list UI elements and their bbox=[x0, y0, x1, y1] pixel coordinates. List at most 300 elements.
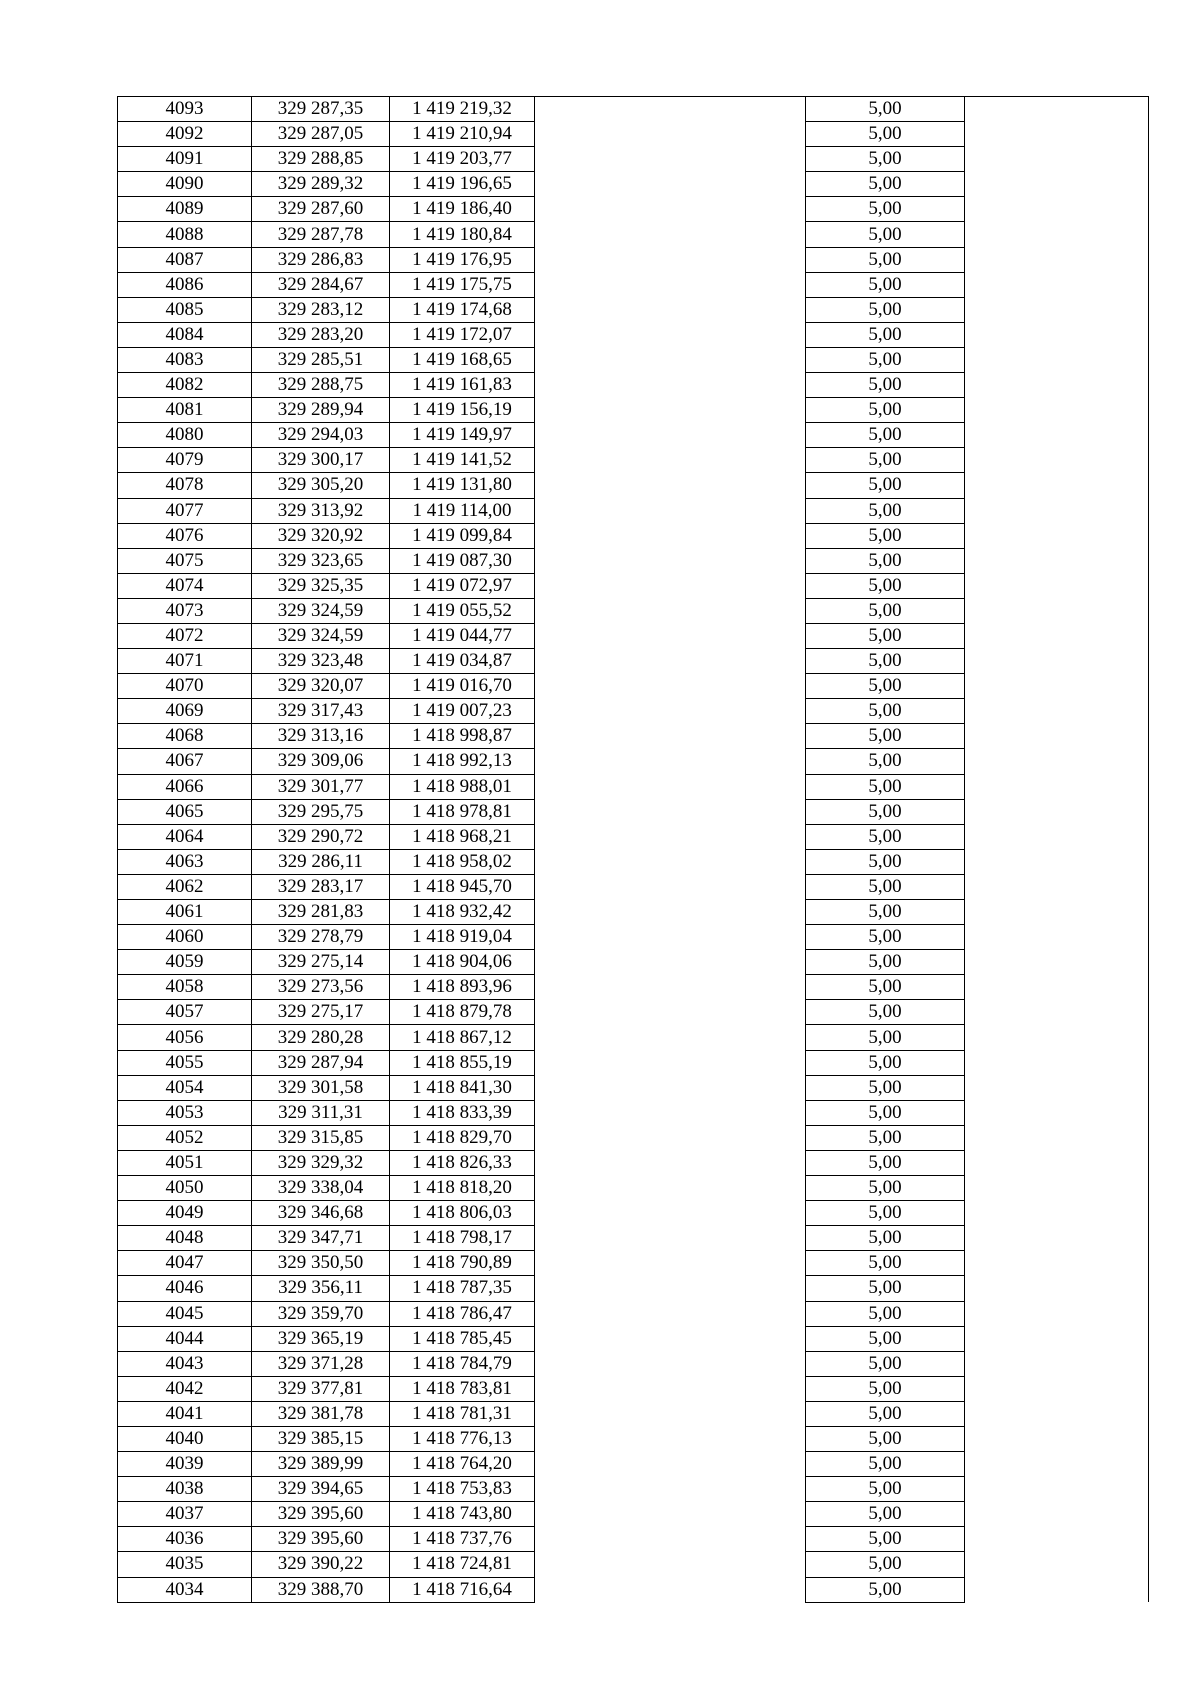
y-coordinate-cell: 1 419 156,19 bbox=[390, 398, 535, 423]
table-row bbox=[118, 297, 1149, 322]
value-cell: 5,00 bbox=[806, 347, 965, 372]
y-coordinate-cell: 1 419 114,00 bbox=[390, 498, 535, 523]
empty-cell bbox=[535, 724, 806, 749]
y-coordinate-cell: 1 418 787,35 bbox=[390, 1276, 535, 1301]
empty-cell bbox=[965, 975, 1149, 1000]
y-coordinate-cell: 1 419 203,77 bbox=[390, 147, 535, 172]
value-cell: 5,00 bbox=[806, 548, 965, 573]
value-cell: 5,00 bbox=[806, 1176, 965, 1201]
empty-cell bbox=[535, 1176, 806, 1201]
point-number-cell: 4072 bbox=[118, 623, 252, 648]
y-coordinate-cell: 1 418 790,89 bbox=[390, 1251, 535, 1276]
empty-cell bbox=[535, 1150, 806, 1175]
x-coordinate-cell: 329 356,11 bbox=[252, 1276, 390, 1301]
point-number-cell: 4082 bbox=[118, 373, 252, 398]
y-coordinate-cell: 1 418 988,01 bbox=[390, 774, 535, 799]
y-coordinate-cell: 1 418 893,96 bbox=[390, 975, 535, 1000]
empty-cell bbox=[535, 1201, 806, 1226]
value-cell: 5,00 bbox=[806, 623, 965, 648]
table-row bbox=[118, 649, 1149, 674]
empty-cell bbox=[965, 1502, 1149, 1527]
value-cell: 5,00 bbox=[806, 272, 965, 297]
table-row bbox=[118, 448, 1149, 473]
point-number-cell: 4041 bbox=[118, 1401, 252, 1426]
table-row bbox=[118, 423, 1149, 448]
value-cell: 5,00 bbox=[806, 1452, 965, 1477]
y-coordinate-cell: 1 419 034,87 bbox=[390, 649, 535, 674]
point-number-cell: 4042 bbox=[118, 1376, 252, 1401]
empty-cell bbox=[535, 222, 806, 247]
point-number-cell: 4057 bbox=[118, 1000, 252, 1025]
empty-cell bbox=[535, 473, 806, 498]
empty-cell bbox=[965, 322, 1149, 347]
table-row bbox=[118, 1502, 1149, 1527]
point-number-cell: 4049 bbox=[118, 1201, 252, 1226]
table-row bbox=[118, 1125, 1149, 1150]
empty-cell bbox=[535, 598, 806, 623]
x-coordinate-cell: 329 338,04 bbox=[252, 1176, 390, 1201]
table-row bbox=[118, 874, 1149, 899]
table-row bbox=[118, 1000, 1149, 1025]
value-cell: 5,00 bbox=[806, 97, 965, 122]
table-row bbox=[118, 950, 1149, 975]
point-number-cell: 4071 bbox=[118, 649, 252, 674]
y-coordinate-cell: 1 419 180,84 bbox=[390, 222, 535, 247]
x-coordinate-cell: 329 295,75 bbox=[252, 799, 390, 824]
point-number-cell: 4050 bbox=[118, 1176, 252, 1201]
table-row bbox=[118, 1527, 1149, 1552]
x-coordinate-cell: 329 300,17 bbox=[252, 448, 390, 473]
x-coordinate-cell: 329 365,19 bbox=[252, 1326, 390, 1351]
empty-cell bbox=[535, 874, 806, 899]
y-coordinate-cell: 1 419 007,23 bbox=[390, 699, 535, 724]
empty-cell bbox=[965, 1025, 1149, 1050]
empty-cell bbox=[965, 724, 1149, 749]
table-row bbox=[118, 1276, 1149, 1301]
empty-cell bbox=[965, 749, 1149, 774]
value-cell: 5,00 bbox=[806, 1226, 965, 1251]
empty-cell bbox=[965, 1351, 1149, 1376]
table-row bbox=[118, 1226, 1149, 1251]
empty-cell bbox=[535, 322, 806, 347]
point-number-cell: 4089 bbox=[118, 197, 252, 222]
empty-cell bbox=[535, 1226, 806, 1251]
y-coordinate-cell: 1 419 175,75 bbox=[390, 272, 535, 297]
value-cell: 5,00 bbox=[806, 724, 965, 749]
coordinates-table bbox=[117, 96, 1149, 1603]
value-cell: 5,00 bbox=[806, 1326, 965, 1351]
value-cell: 5,00 bbox=[806, 247, 965, 272]
empty-cell bbox=[535, 1251, 806, 1276]
y-coordinate-cell: 1 418 932,42 bbox=[390, 900, 535, 925]
point-number-cell: 4061 bbox=[118, 900, 252, 925]
table-row bbox=[118, 523, 1149, 548]
empty-cell bbox=[965, 1100, 1149, 1125]
empty-cell bbox=[535, 247, 806, 272]
table-row bbox=[118, 925, 1149, 950]
table-row bbox=[118, 799, 1149, 824]
point-number-cell: 4048 bbox=[118, 1226, 252, 1251]
x-coordinate-cell: 329 359,70 bbox=[252, 1301, 390, 1326]
point-number-cell: 4051 bbox=[118, 1150, 252, 1175]
empty-cell bbox=[535, 1426, 806, 1451]
x-coordinate-cell: 329 381,78 bbox=[252, 1401, 390, 1426]
table-row bbox=[118, 724, 1149, 749]
x-coordinate-cell: 329 281,83 bbox=[252, 900, 390, 925]
value-cell: 5,00 bbox=[806, 122, 965, 147]
y-coordinate-cell: 1 418 764,20 bbox=[390, 1452, 535, 1477]
table-row bbox=[118, 1176, 1149, 1201]
empty-cell bbox=[965, 649, 1149, 674]
table-row bbox=[118, 347, 1149, 372]
point-number-cell: 4066 bbox=[118, 774, 252, 799]
x-coordinate-cell: 329 283,12 bbox=[252, 297, 390, 322]
point-number-cell: 4093 bbox=[118, 97, 252, 122]
value-cell: 5,00 bbox=[806, 322, 965, 347]
x-coordinate-cell: 329 305,20 bbox=[252, 473, 390, 498]
point-number-cell: 4047 bbox=[118, 1251, 252, 1276]
x-coordinate-cell: 329 294,03 bbox=[252, 423, 390, 448]
empty-cell bbox=[965, 874, 1149, 899]
empty-cell bbox=[965, 272, 1149, 297]
empty-cell bbox=[965, 573, 1149, 598]
y-coordinate-cell: 1 418 968,21 bbox=[390, 824, 535, 849]
value-cell: 5,00 bbox=[806, 1125, 965, 1150]
empty-cell bbox=[965, 598, 1149, 623]
y-coordinate-cell: 1 419 016,70 bbox=[390, 674, 535, 699]
y-coordinate-cell: 1 419 172,07 bbox=[390, 322, 535, 347]
x-coordinate-cell: 329 287,94 bbox=[252, 1050, 390, 1075]
point-number-cell: 4088 bbox=[118, 222, 252, 247]
point-number-cell: 4058 bbox=[118, 975, 252, 1000]
empty-cell bbox=[965, 950, 1149, 975]
y-coordinate-cell: 1 419 210,94 bbox=[390, 122, 535, 147]
y-coordinate-cell: 1 419 168,65 bbox=[390, 347, 535, 372]
table-row bbox=[118, 849, 1149, 874]
empty-cell bbox=[535, 649, 806, 674]
x-coordinate-cell: 329 287,05 bbox=[252, 122, 390, 147]
empty-cell bbox=[535, 824, 806, 849]
value-cell: 5,00 bbox=[806, 172, 965, 197]
empty-cell bbox=[965, 1376, 1149, 1401]
empty-cell bbox=[535, 1376, 806, 1401]
empty-cell bbox=[535, 398, 806, 423]
empty-cell bbox=[535, 498, 806, 523]
point-number-cell: 4053 bbox=[118, 1100, 252, 1125]
empty-cell bbox=[535, 699, 806, 724]
empty-cell bbox=[535, 799, 806, 824]
point-number-cell: 4059 bbox=[118, 950, 252, 975]
value-cell: 5,00 bbox=[806, 1502, 965, 1527]
table-row bbox=[118, 1050, 1149, 1075]
y-coordinate-cell: 1 418 855,19 bbox=[390, 1050, 535, 1075]
x-coordinate-cell: 329 323,48 bbox=[252, 649, 390, 674]
point-number-cell: 4035 bbox=[118, 1552, 252, 1577]
y-coordinate-cell: 1 418 826,33 bbox=[390, 1150, 535, 1175]
value-cell: 5,00 bbox=[806, 1025, 965, 1050]
table-row bbox=[118, 900, 1149, 925]
empty-cell bbox=[965, 1251, 1149, 1276]
empty-cell bbox=[965, 473, 1149, 498]
x-coordinate-cell: 329 395,60 bbox=[252, 1527, 390, 1552]
value-cell: 5,00 bbox=[806, 1000, 965, 1025]
y-coordinate-cell: 1 418 716,64 bbox=[390, 1577, 535, 1602]
point-number-cell: 4040 bbox=[118, 1426, 252, 1451]
x-coordinate-cell: 329 290,72 bbox=[252, 824, 390, 849]
value-cell: 5,00 bbox=[806, 975, 965, 1000]
point-number-cell: 4055 bbox=[118, 1050, 252, 1075]
y-coordinate-cell: 1 419 055,52 bbox=[390, 598, 535, 623]
empty-cell bbox=[535, 1477, 806, 1502]
point-number-cell: 4078 bbox=[118, 473, 252, 498]
value-cell: 5,00 bbox=[806, 874, 965, 899]
value-cell: 5,00 bbox=[806, 749, 965, 774]
point-number-cell: 4062 bbox=[118, 874, 252, 899]
table-row bbox=[118, 1351, 1149, 1376]
empty-cell bbox=[965, 423, 1149, 448]
y-coordinate-cell: 1 418 798,17 bbox=[390, 1226, 535, 1251]
y-coordinate-cell: 1 418 879,78 bbox=[390, 1000, 535, 1025]
empty-cell bbox=[535, 1326, 806, 1351]
table-row bbox=[118, 1577, 1149, 1602]
x-coordinate-cell: 329 280,28 bbox=[252, 1025, 390, 1050]
value-cell: 5,00 bbox=[806, 699, 965, 724]
table-row bbox=[118, 1251, 1149, 1276]
y-coordinate-cell: 1 418 998,87 bbox=[390, 724, 535, 749]
y-coordinate-cell: 1 418 829,70 bbox=[390, 1125, 535, 1150]
empty-cell bbox=[965, 900, 1149, 925]
y-coordinate-cell: 1 418 743,80 bbox=[390, 1502, 535, 1527]
point-number-cell: 4079 bbox=[118, 448, 252, 473]
table-row bbox=[118, 322, 1149, 347]
empty-cell bbox=[535, 573, 806, 598]
value-cell: 5,00 bbox=[806, 1401, 965, 1426]
point-number-cell: 4064 bbox=[118, 824, 252, 849]
x-coordinate-cell: 329 275,17 bbox=[252, 1000, 390, 1025]
table-row bbox=[118, 774, 1149, 799]
empty-cell bbox=[535, 1301, 806, 1326]
empty-cell bbox=[965, 824, 1149, 849]
y-coordinate-cell: 1 418 958,02 bbox=[390, 849, 535, 874]
table-row bbox=[118, 1025, 1149, 1050]
x-coordinate-cell: 329 301,77 bbox=[252, 774, 390, 799]
value-cell: 5,00 bbox=[806, 197, 965, 222]
empty-cell bbox=[535, 1000, 806, 1025]
table-row bbox=[118, 1426, 1149, 1451]
x-coordinate-cell: 329 325,35 bbox=[252, 573, 390, 598]
empty-cell bbox=[965, 1401, 1149, 1426]
x-coordinate-cell: 329 287,78 bbox=[252, 222, 390, 247]
empty-cell bbox=[535, 147, 806, 172]
point-number-cell: 4046 bbox=[118, 1276, 252, 1301]
y-coordinate-cell: 1 419 186,40 bbox=[390, 197, 535, 222]
point-number-cell: 4084 bbox=[118, 322, 252, 347]
y-coordinate-cell: 1 418 776,13 bbox=[390, 1426, 535, 1451]
empty-cell bbox=[965, 1000, 1149, 1025]
x-coordinate-cell: 329 371,28 bbox=[252, 1351, 390, 1376]
value-cell: 5,00 bbox=[806, 473, 965, 498]
table-row bbox=[118, 749, 1149, 774]
point-number-cell: 4091 bbox=[118, 147, 252, 172]
value-cell: 5,00 bbox=[806, 649, 965, 674]
table-row bbox=[118, 1326, 1149, 1351]
empty-cell bbox=[535, 1577, 806, 1602]
empty-cell bbox=[965, 1577, 1149, 1602]
x-coordinate-cell: 329 275,14 bbox=[252, 950, 390, 975]
empty-cell bbox=[535, 900, 806, 925]
y-coordinate-cell: 1 419 174,68 bbox=[390, 297, 535, 322]
y-coordinate-cell: 1 418 724,81 bbox=[390, 1552, 535, 1577]
empty-cell bbox=[965, 548, 1149, 573]
value-cell: 5,00 bbox=[806, 147, 965, 172]
empty-cell bbox=[965, 172, 1149, 197]
point-number-cell: 4065 bbox=[118, 799, 252, 824]
point-number-cell: 4076 bbox=[118, 523, 252, 548]
empty-cell bbox=[535, 347, 806, 372]
y-coordinate-cell: 1 419 149,97 bbox=[390, 423, 535, 448]
x-coordinate-cell: 329 320,07 bbox=[252, 674, 390, 699]
empty-cell bbox=[535, 749, 806, 774]
table-row bbox=[118, 674, 1149, 699]
empty-cell bbox=[965, 1452, 1149, 1477]
value-cell: 5,00 bbox=[806, 900, 965, 925]
empty-cell bbox=[535, 1075, 806, 1100]
table-row bbox=[118, 272, 1149, 297]
point-number-cell: 4067 bbox=[118, 749, 252, 774]
x-coordinate-cell: 329 390,22 bbox=[252, 1552, 390, 1577]
y-coordinate-cell: 1 419 141,52 bbox=[390, 448, 535, 473]
value-cell: 5,00 bbox=[806, 849, 965, 874]
value-cell: 5,00 bbox=[806, 1301, 965, 1326]
point-number-cell: 4045 bbox=[118, 1301, 252, 1326]
value-cell: 5,00 bbox=[806, 1376, 965, 1401]
point-number-cell: 4092 bbox=[118, 122, 252, 147]
empty-cell bbox=[535, 172, 806, 197]
table-row bbox=[118, 247, 1149, 272]
point-number-cell: 4073 bbox=[118, 598, 252, 623]
x-coordinate-cell: 329 389,99 bbox=[252, 1452, 390, 1477]
x-coordinate-cell: 329 315,85 bbox=[252, 1125, 390, 1150]
y-coordinate-cell: 1 418 783,81 bbox=[390, 1376, 535, 1401]
x-coordinate-cell: 329 313,92 bbox=[252, 498, 390, 523]
table-row bbox=[118, 573, 1149, 598]
x-coordinate-cell: 329 309,06 bbox=[252, 749, 390, 774]
table-row bbox=[118, 598, 1149, 623]
value-cell: 5,00 bbox=[806, 1577, 965, 1602]
empty-cell bbox=[535, 423, 806, 448]
empty-cell bbox=[535, 1276, 806, 1301]
empty-cell bbox=[965, 1201, 1149, 1226]
x-coordinate-cell: 329 377,81 bbox=[252, 1376, 390, 1401]
empty-cell bbox=[535, 1050, 806, 1075]
empty-cell bbox=[965, 925, 1149, 950]
point-number-cell: 4044 bbox=[118, 1326, 252, 1351]
y-coordinate-cell: 1 418 867,12 bbox=[390, 1025, 535, 1050]
empty-cell bbox=[965, 623, 1149, 648]
table-row bbox=[118, 1452, 1149, 1477]
y-coordinate-cell: 1 418 919,04 bbox=[390, 925, 535, 950]
point-number-cell: 4054 bbox=[118, 1075, 252, 1100]
value-cell: 5,00 bbox=[806, 448, 965, 473]
y-coordinate-cell: 1 418 753,83 bbox=[390, 1477, 535, 1502]
table-row bbox=[118, 699, 1149, 724]
point-number-cell: 4038 bbox=[118, 1477, 252, 1502]
x-coordinate-cell: 329 329,32 bbox=[252, 1150, 390, 1175]
y-coordinate-cell: 1 418 841,30 bbox=[390, 1075, 535, 1100]
empty-cell bbox=[965, 1426, 1149, 1451]
y-coordinate-cell: 1 419 161,83 bbox=[390, 373, 535, 398]
value-cell: 5,00 bbox=[806, 774, 965, 799]
empty-cell bbox=[535, 849, 806, 874]
value-cell: 5,00 bbox=[806, 950, 965, 975]
x-coordinate-cell: 329 346,68 bbox=[252, 1201, 390, 1226]
empty-cell bbox=[535, 1025, 806, 1050]
x-coordinate-cell: 329 395,60 bbox=[252, 1502, 390, 1527]
empty-cell bbox=[535, 272, 806, 297]
empty-cell bbox=[965, 699, 1149, 724]
empty-cell bbox=[535, 1351, 806, 1376]
empty-cell bbox=[965, 1176, 1149, 1201]
point-number-cell: 4086 bbox=[118, 272, 252, 297]
empty-cell bbox=[535, 975, 806, 1000]
point-number-cell: 4039 bbox=[118, 1452, 252, 1477]
table-row bbox=[118, 1376, 1149, 1401]
y-coordinate-cell: 1 418 978,81 bbox=[390, 799, 535, 824]
value-cell: 5,00 bbox=[806, 1050, 965, 1075]
point-number-cell: 4070 bbox=[118, 674, 252, 699]
point-number-cell: 4034 bbox=[118, 1577, 252, 1602]
empty-cell bbox=[535, 1502, 806, 1527]
table-row bbox=[118, 498, 1149, 523]
table-row bbox=[118, 1201, 1149, 1226]
y-coordinate-cell: 1 419 196,65 bbox=[390, 172, 535, 197]
value-cell: 5,00 bbox=[806, 824, 965, 849]
point-number-cell: 4063 bbox=[118, 849, 252, 874]
table-row bbox=[118, 172, 1149, 197]
point-number-cell: 4081 bbox=[118, 398, 252, 423]
value-cell: 5,00 bbox=[806, 1426, 965, 1451]
table-row bbox=[118, 222, 1149, 247]
y-coordinate-cell: 1 418 786,47 bbox=[390, 1301, 535, 1326]
x-coordinate-cell: 329 385,15 bbox=[252, 1426, 390, 1451]
empty-cell bbox=[965, 1477, 1149, 1502]
x-coordinate-cell: 329 273,56 bbox=[252, 975, 390, 1000]
x-coordinate-cell: 329 388,70 bbox=[252, 1577, 390, 1602]
table-row bbox=[118, 97, 1149, 122]
value-cell: 5,00 bbox=[806, 1351, 965, 1376]
x-coordinate-cell: 329 394,65 bbox=[252, 1477, 390, 1502]
x-coordinate-cell: 329 283,20 bbox=[252, 322, 390, 347]
empty-cell bbox=[965, 222, 1149, 247]
table-row bbox=[118, 1552, 1149, 1577]
empty-cell bbox=[965, 1226, 1149, 1251]
y-coordinate-cell: 1 418 904,06 bbox=[390, 950, 535, 975]
y-coordinate-cell: 1 418 737,76 bbox=[390, 1527, 535, 1552]
value-cell: 5,00 bbox=[806, 1075, 965, 1100]
empty-cell bbox=[535, 925, 806, 950]
empty-cell bbox=[535, 197, 806, 222]
point-number-cell: 4052 bbox=[118, 1125, 252, 1150]
value-cell: 5,00 bbox=[806, 925, 965, 950]
y-coordinate-cell: 1 418 781,31 bbox=[390, 1401, 535, 1426]
empty-cell bbox=[965, 523, 1149, 548]
empty-cell bbox=[535, 1401, 806, 1426]
x-coordinate-cell: 329 287,35 bbox=[252, 97, 390, 122]
x-coordinate-cell: 329 287,60 bbox=[252, 197, 390, 222]
y-coordinate-cell: 1 419 044,77 bbox=[390, 623, 535, 648]
empty-cell bbox=[535, 623, 806, 648]
value-cell: 5,00 bbox=[806, 799, 965, 824]
